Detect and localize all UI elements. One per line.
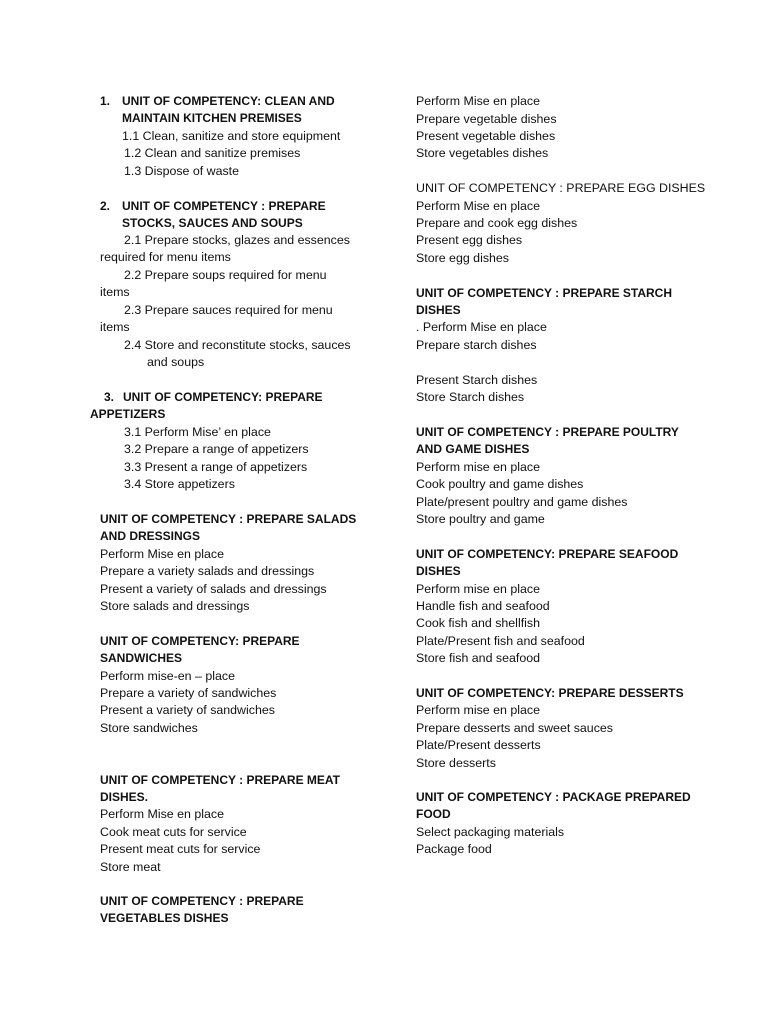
sandwiches-title: UNIT OF COMPETENCY: PREPARE xyxy=(100,634,300,648)
unit-3-title-cont: APPETIZERS xyxy=(90,407,166,421)
unit-3-item: 3.4 Store appetizers xyxy=(124,477,235,491)
unit-2-title-cont: STOCKS, SAUCES AND SOUPS xyxy=(122,216,303,230)
poultry-item: Perform mise en place xyxy=(416,460,540,474)
egg-item: Perform Mise en place xyxy=(416,199,540,213)
vegetables-item: Perform Mise en place xyxy=(416,94,540,108)
meat-item: Present meat cuts for service xyxy=(100,842,261,856)
unit-3-item: 3.1 Perform Mise’ en place xyxy=(124,425,271,439)
seafood-item: Perform mise en place xyxy=(416,582,540,596)
seafood-item: Cook fish and shellfish xyxy=(416,616,540,630)
vegetables-title-cont: VEGETABLES DISHES xyxy=(100,911,229,925)
unit-2-number: 2. xyxy=(100,199,111,213)
starch-title-cont: DISHES xyxy=(416,303,461,317)
meat-title: UNIT OF COMPETENCY : PREPARE MEAT xyxy=(100,773,341,787)
egg-title: UNIT OF COMPETENCY : PREPARE EGG DISHES xyxy=(416,181,706,195)
unit-3-item: 3.3 Present a range of appetizers xyxy=(124,460,308,474)
unit-3-number: 3. xyxy=(104,390,115,404)
starch-item: Present Starch dishes xyxy=(416,373,538,387)
meat-item: Store meat xyxy=(100,860,161,874)
salads-item: Prepare a variety salads and dressings xyxy=(100,564,315,578)
seafood-item: Store fish and seafood xyxy=(416,651,540,665)
unit-2-item: 2.4 Store and reconstitute stocks, sauces xyxy=(124,338,351,352)
seafood-title: UNIT OF COMPETENCY: PREPARE SEAFOOD xyxy=(416,547,679,561)
unit-2-title: UNIT OF COMPETENCY : PREPARE xyxy=(122,199,326,213)
package-item: Package food xyxy=(416,842,492,856)
unit-2-item-cont: required for menu items xyxy=(100,250,231,264)
desserts-item: Perform mise en place xyxy=(416,703,540,717)
vegetables-item: Prepare vegetable dishes xyxy=(416,112,557,126)
meat-item: Cook meat cuts for service xyxy=(100,825,247,839)
meat-item: Perform Mise en place xyxy=(100,807,224,821)
meat-title-cont: DISHES. xyxy=(100,790,149,804)
vegetables-item: Present vegetable dishes xyxy=(416,129,556,143)
unit-1-title-cont: MAINTAIN KITCHEN PREMISES xyxy=(122,111,302,125)
seafood-item: Plate/Present fish and seafood xyxy=(416,634,585,648)
package-item: Select packaging materials xyxy=(416,825,565,839)
starch-item: Store Starch dishes xyxy=(416,390,525,404)
sandwiches-item: Store sandwiches xyxy=(100,721,198,735)
unit-2-item-cont: items xyxy=(100,320,130,334)
unit-2-item: 2.3 Prepare sauces required for menu xyxy=(124,303,333,317)
egg-item: Prepare and cook egg dishes xyxy=(416,216,578,230)
unit-1-item: 1.2 Clean and sanitize premises xyxy=(124,146,301,160)
desserts-item: Plate/Present desserts xyxy=(416,738,541,752)
egg-item: Store egg dishes xyxy=(416,251,509,265)
poultry-item: Plate/present poultry and game dishes xyxy=(416,495,628,509)
seafood-item: Handle fish and seafood xyxy=(416,599,550,613)
unit-1-item: 1.1 Clean, sanitize and store equipment xyxy=(122,129,341,143)
package-title: UNIT OF COMPETENCY : PACKAGE PREPARED xyxy=(416,790,691,804)
vegetables-title: UNIT OF COMPETENCY : PREPARE xyxy=(100,894,304,908)
sandwiches-item: Perform mise-en – place xyxy=(100,669,235,683)
vegetables-item: Store vegetables dishes xyxy=(416,146,549,160)
seafood-title-cont: DISHES xyxy=(416,564,461,578)
desserts-title: UNIT OF COMPETENCY: PREPARE DESSERTS xyxy=(416,686,684,700)
poultry-item: Store poultry and game xyxy=(416,512,545,526)
salads-title: UNIT OF COMPETENCY : PREPARE SALADS xyxy=(100,512,357,526)
unit-2-item-cont: and soups xyxy=(147,355,205,369)
unit-2-item-cont: items xyxy=(100,285,130,299)
starch-item: . Perform Mise en place xyxy=(416,320,547,334)
sandwiches-item: Prepare a variety of sandwiches xyxy=(100,686,277,700)
salads-item: Present a variety of salads and dressings xyxy=(100,582,327,596)
salads-title-cont: AND DRESSINGS xyxy=(100,529,201,543)
package-title-cont: FOOD xyxy=(416,807,451,821)
salads-item: Store salads and dressings xyxy=(100,599,250,613)
unit-3-title: UNIT OF COMPETENCY: PREPARE xyxy=(123,390,323,404)
salads-item: Perform Mise en place xyxy=(100,547,224,561)
starch-item: Prepare starch dishes xyxy=(416,338,537,352)
unit-2-item: 2.2 Prepare soups required for menu xyxy=(124,268,327,282)
poultry-title-cont: AND GAME DISHES xyxy=(416,442,530,456)
poultry-item: Cook poultry and game dishes xyxy=(416,477,584,491)
egg-item: Present egg dishes xyxy=(416,233,523,247)
unit-3-item: 3.2 Prepare a range of appetizers xyxy=(124,442,309,456)
unit-2-item: 2.1 Prepare stocks, glazes and essences xyxy=(124,233,350,247)
desserts-item: Prepare desserts and sweet sauces xyxy=(416,721,613,735)
poultry-title: UNIT OF COMPETENCY : PREPARE POULTRY xyxy=(416,425,679,439)
unit-1-number: 1. xyxy=(100,94,111,108)
desserts-item: Store desserts xyxy=(416,756,496,770)
sandwiches-title-cont: SANDWICHES xyxy=(100,651,183,665)
starch-title: UNIT OF COMPETENCY : PREPARE STARCH xyxy=(416,286,673,300)
unit-1-title: UNIT OF COMPETENCY: CLEAN AND xyxy=(122,94,335,108)
unit-1-item: 1.3 Dispose of waste xyxy=(124,164,240,178)
sandwiches-item: Present a variety of sandwiches xyxy=(100,703,275,717)
